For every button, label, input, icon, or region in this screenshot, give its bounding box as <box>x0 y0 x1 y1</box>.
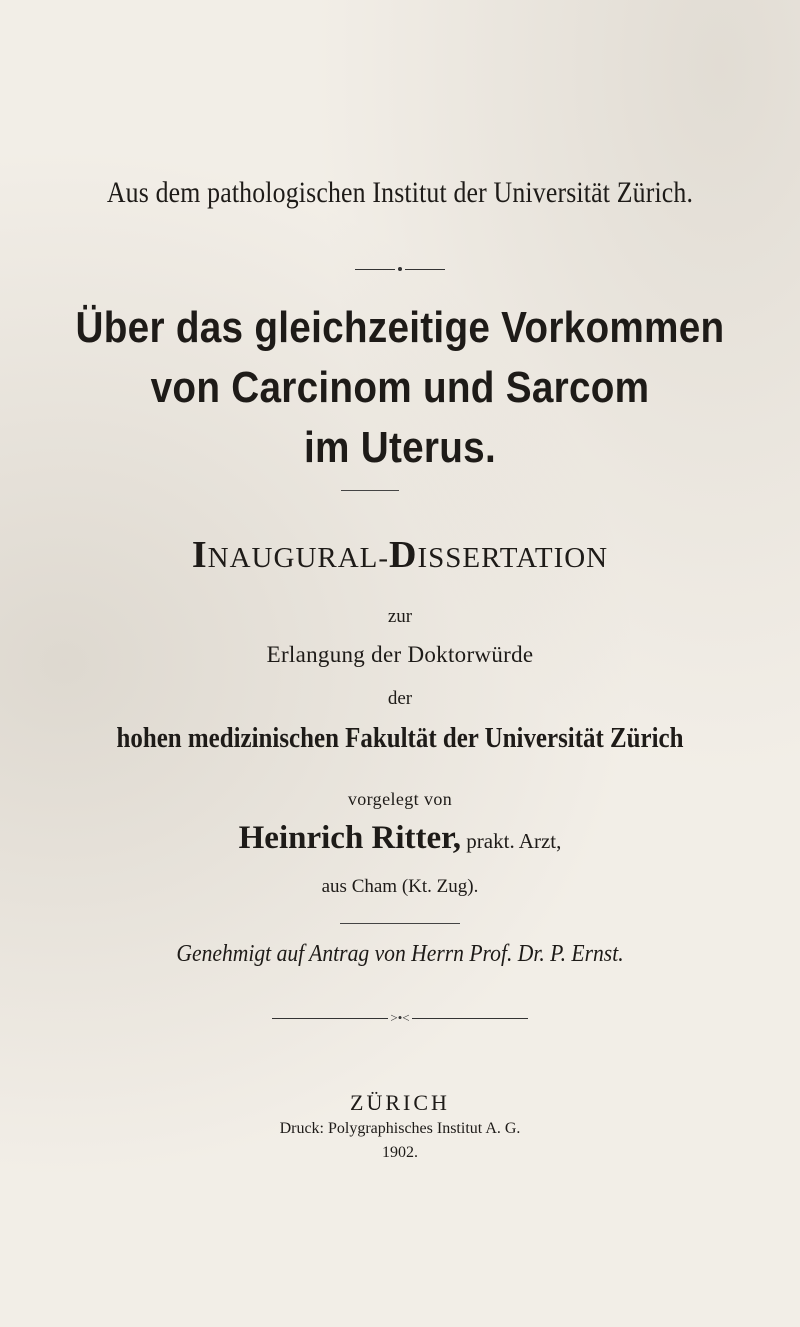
institute-heading: Aus dem pathologischen Institut der Universität Zürich. <box>106 176 694 209</box>
decorative-initial-d: D <box>389 534 418 576</box>
purpose-text: Erlangung der Doktorwürde <box>266 642 534 667</box>
title-line-3: im Uterus. <box>303 423 496 472</box>
dissertation-part-2: ISSERTATION <box>417 542 609 574</box>
author-origin: aus Cham (Kt. Zug). <box>321 876 479 897</box>
author-role: prakt. Arzt, <box>461 829 562 853</box>
dissertation-part-1: NAUGURAL- <box>207 542 390 574</box>
title-line-1: Über das gleichzeitige Vorkommen <box>75 303 725 352</box>
imprint-printer: Druck: Polygraphisches Institut A. G. <box>279 1120 521 1137</box>
faculty-text: hohen medizinischen Fakultät der Universität Zürich <box>116 722 684 754</box>
approval-note: Genehmigt auf Antrag von Herrn Prof. Dr. P. Ernst. <box>176 941 624 967</box>
divider-rule-2 <box>340 923 460 924</box>
divider-rule <box>341 490 399 491</box>
ornament-flourish: >•< <box>0 1009 800 1027</box>
imprint-year: 1902. <box>382 1144 418 1161</box>
author-line <box>0 820 800 857</box>
dissertation-heading <box>0 533 800 577</box>
der-text: der <box>387 688 413 709</box>
imprint-city: ZÜRICH <box>350 1090 450 1115</box>
zur-text: zur <box>387 606 413 627</box>
author-name: Heinrich Ritter, <box>238 820 462 856</box>
decorative-initial-i: I <box>191 534 208 576</box>
ornament-separator <box>0 260 800 278</box>
presented-by-text: vorgelegt von <box>347 789 453 809</box>
title-line-2: von Carcinom und Sarcom <box>150 363 650 412</box>
